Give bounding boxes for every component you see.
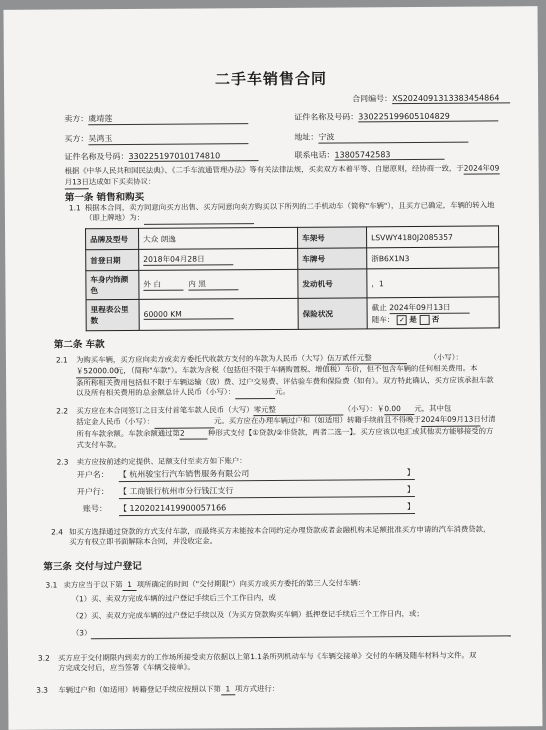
ins-deadline-label: 截止 [371, 302, 387, 312]
intro-text-end: 达成如下买卖协议： [88, 177, 156, 187]
seller-name: 虞靖莲 [88, 112, 248, 125]
p21-small-label: （小写）： [429, 352, 463, 362]
account-name-row [76, 468, 415, 480]
color-label: 车身内饰颜色 [86, 270, 139, 299]
account-no-row [82, 502, 416, 514]
article1-paragraph [85, 200, 509, 225]
bank-label: 开户行： [76, 487, 109, 497]
p32-text1: 买方应于交付期限内到卖方的工作场所接受卖方依据以上第1.1条所列机动车与《车辆交接单》交付的车辆及随车材料与文件。双 [57, 650, 477, 663]
contract-no [352, 92, 510, 104]
p21-number: 2.1 [55, 355, 68, 365]
buyer-phone-value: 13805742583 [334, 150, 444, 161]
p22-method: 2 [180, 428, 208, 440]
p33-number: 3.3 [36, 685, 49, 695]
article2-heading: 第二条 车款 [53, 339, 105, 351]
engine-label: 发动机号 [298, 269, 367, 298]
p22-small-label: （小写）：￥ [343, 404, 385, 414]
p31-option3: （3） [71, 628, 92, 638]
p24-paragraph [69, 524, 519, 548]
contract-no-label: 合同编号： [352, 94, 393, 104]
p21-text3: 条所称相关费用包括但不限于车辆运输（放）费、过户交易费、评估验车费和保险费（如有）。双方特此确认，买方应该承担车款 [76, 375, 494, 388]
p23-text: 卖方应按前述约定提供、足额支付至卖方如下账户： [76, 456, 247, 467]
brand-label: 品牌及型号 [86, 228, 139, 249]
p31-number: 3.1 [45, 580, 58, 590]
p22-paragraph [76, 403, 518, 451]
buyer-label: 买方： [64, 134, 89, 144]
p32-number: 3.2 [37, 653, 50, 663]
p31-option3-row [72, 625, 512, 639]
p21-text5: 元。 [275, 387, 290, 397]
account-no-label: 账号： [82, 504, 108, 514]
p33-text2: 项方式进行： [234, 683, 280, 694]
insurance-label: 保险状况 [298, 298, 367, 329]
buyer-id-label: 证件名称及号码： [64, 152, 129, 162]
page-title: 二手车销售合同 [214, 69, 328, 89]
p22-number: 2.2 [56, 406, 69, 416]
seller-id-row [294, 110, 498, 122]
buyer-row [64, 132, 248, 145]
account-name-value: 杭州骏宝行汽车销售服务有限公司 [129, 469, 250, 480]
ins-no-checkbox[interactable] [419, 314, 429, 324]
p31-text [63, 578, 365, 591]
frame-label: 车架号 [298, 227, 367, 248]
p24-text2: 买方有权立即书面解除本合同，并没收定金。 [69, 536, 218, 547]
article1-item-number: 1.1 [68, 203, 81, 213]
p22-text3: 括定金人民币（小写）： [76, 417, 155, 427]
p33-text [58, 684, 279, 697]
mileage-text: 60000 KM [144, 309, 234, 320]
account-no-field: 【 1202021419900057166 】 [119, 501, 415, 516]
contract-no-value: XS2024091313383454864 [392, 93, 510, 104]
engine-value: ，1 [367, 268, 499, 298]
p22-text: 买方应在本合同签订之日支付首笔车款人民币（大写） [76, 405, 254, 416]
p21-amount: ￥52000.00 [76, 367, 116, 379]
insurance-value [367, 297, 499, 329]
article1-text1: 根据本合同，卖方同意向买方出售、买方同意向卖方购买以下所列的二手机动车（简称"车辆"），且买方已确定，车辆的转入地 [84, 200, 495, 213]
mileage-value [139, 298, 298, 330]
p32-paragraph [58, 650, 518, 674]
reg-date-label: 首登日期 [86, 249, 139, 270]
p22-text5: 付清 [480, 414, 496, 424]
reg-date-text: 2018年04月28日 [143, 253, 233, 266]
buyer-addr-label: 地址： [294, 132, 319, 142]
p31-option3-blank [91, 625, 511, 639]
bank-row [76, 485, 415, 497]
article1-heading: 第一条 销售和购买 [64, 191, 145, 204]
p22-text4: 元。买方应在办理车辆过户和（如适用）转籍手续前且不得晚于 [213, 415, 421, 426]
buyer-id-value: 330225197010174810 [128, 151, 258, 162]
p21-text4: 以及所有相关费用的总金额总计人民币（小写）： [76, 387, 236, 398]
p24-number: 2.4 [51, 527, 63, 537]
p22-first-words: 零元整 [254, 405, 344, 417]
p22-deposit [154, 417, 214, 429]
p21-amount-words: 伍万贰仟元整 [327, 353, 407, 365]
ins-yes-checkbox[interactable]: ✓ [397, 315, 407, 325]
plate-label: 车牌号 [298, 248, 367, 269]
p33-text1: 车辆过户和（如适用）转籍登记手续应按照以下第 [58, 684, 221, 695]
intro-text: 根据《中华人民共和国民法典》、《二手车流通管理办法》等有关法律法规，买卖双方本着平等、自愿原则，经协商一致，于 [64, 163, 464, 176]
p22-text7: 种形式支付【①贷款/②非贷款，两者二选一】。买方应该以电汇或其他卖方能够接受的方 [207, 426, 494, 438]
p31-option2: （2）买、卖双方完成车辆的过户登记手续以及（为买方贷款购买车辆）抵押登记手续后三个工作日内，或； [71, 608, 424, 621]
table-row [86, 247, 499, 271]
seller-id-label: 证件名称及号码： [294, 112, 359, 122]
p24-text1: 如买方选择通过贷款的方式支付车款，而最终买方未能按本合同约定办理贷款或者金融机构未足额批准买方申请的汽车消费贷款， [69, 524, 491, 537]
article1-destination [144, 213, 254, 225]
ins-deadline-value: 2024年09月13日 [389, 301, 469, 314]
ins-yes-label: 是 [409, 314, 417, 324]
p23-number: 2.3 [56, 457, 69, 467]
p22-text2: 元，其中包 [414, 403, 452, 414]
table-row [86, 268, 499, 300]
p33-option: 1 [221, 684, 235, 695]
buyer-addr-row [294, 131, 468, 144]
p31-option: 1 [123, 580, 137, 591]
p22-text6: 所有车款余额。车款余额通过第 [76, 428, 180, 439]
buyer-addr-value: 宁波 [318, 131, 468, 144]
buyer-phone-row [294, 149, 444, 161]
table-row [86, 226, 499, 250]
frame-value: LSVWY4180J2085357 [367, 226, 499, 248]
ins-follow-label: 随车： [371, 314, 395, 324]
p31-option1: （1）买、卖双方完成车辆的过户登记手续后三个工作日内，或 [71, 592, 276, 604]
bank-field: 【 工商银行杭州市分行钱江支行 】 [119, 484, 415, 499]
p22-text8: 式支付车款。 [76, 440, 121, 450]
p21-paragraph [76, 352, 516, 400]
account-name-field: 【 杭州骏宝行汽车销售服务有限公司 】 [119, 467, 415, 482]
buyer-name: 吴鸿玉 [88, 132, 248, 145]
ins-no-label: 否 [431, 314, 440, 324]
contract-page [3, 6, 542, 730]
account-no-value: 1202021419900057166 [129, 503, 227, 514]
p22-deadline: 2024年09月13日 [421, 415, 481, 427]
color-value [139, 269, 298, 299]
seller-row [64, 112, 248, 125]
seller-id-value: 330225199605104829 [358, 111, 498, 122]
p21-text: 为购买车辆，买方应向卖方或卖方委托代收款方支付的车款为人民币（大写） [75, 353, 328, 365]
bank-value: 工商银行杭州市分行钱江支行 [129, 486, 234, 497]
p21-total [235, 387, 275, 399]
seller-label: 卖方： [64, 114, 89, 124]
article1-text2: （即上牌地）为： [84, 213, 145, 223]
table-row [86, 297, 499, 331]
brand-value: 大众 朗逸 [139, 227, 298, 249]
p21-text2: 元，（简称"车款"）。车款为含税（包括但不限于车辆购置税、增值税）车价，但不包含车辆的任何相关费用。本 [115, 363, 478, 376]
plate-value: 浙B6X1N3 [367, 247, 499, 269]
p31-text1: 卖方应当于以下第 [63, 580, 123, 590]
vehicle-table [85, 225, 500, 331]
color-interior: 内 黑 [188, 278, 238, 290]
color-exterior: 外 白 [143, 279, 183, 291]
mileage-label: 里程表公里数 [86, 299, 139, 330]
buyer-id-row [64, 150, 258, 162]
p22-first-amount: 0.00 [384, 404, 414, 416]
account-name-label: 开户名： [76, 470, 109, 480]
intro-date-part2: 月13日 [65, 178, 89, 190]
reg-date-value [139, 248, 298, 270]
article3-heading: 第三条 交付与过户登记 [43, 560, 142, 573]
intro-date-part1: 2024年09 [464, 163, 500, 175]
buyer-phone-label: 联系电话： [294, 150, 335, 160]
p32-text2: 方完成交付后，应当签署《车辆交接单》。 [58, 662, 195, 673]
intro-paragraph [65, 163, 505, 189]
p31-text2: 项所确定的时间（"交付期限"）向买方或买方委托的第三人交付车辆： [136, 578, 366, 589]
